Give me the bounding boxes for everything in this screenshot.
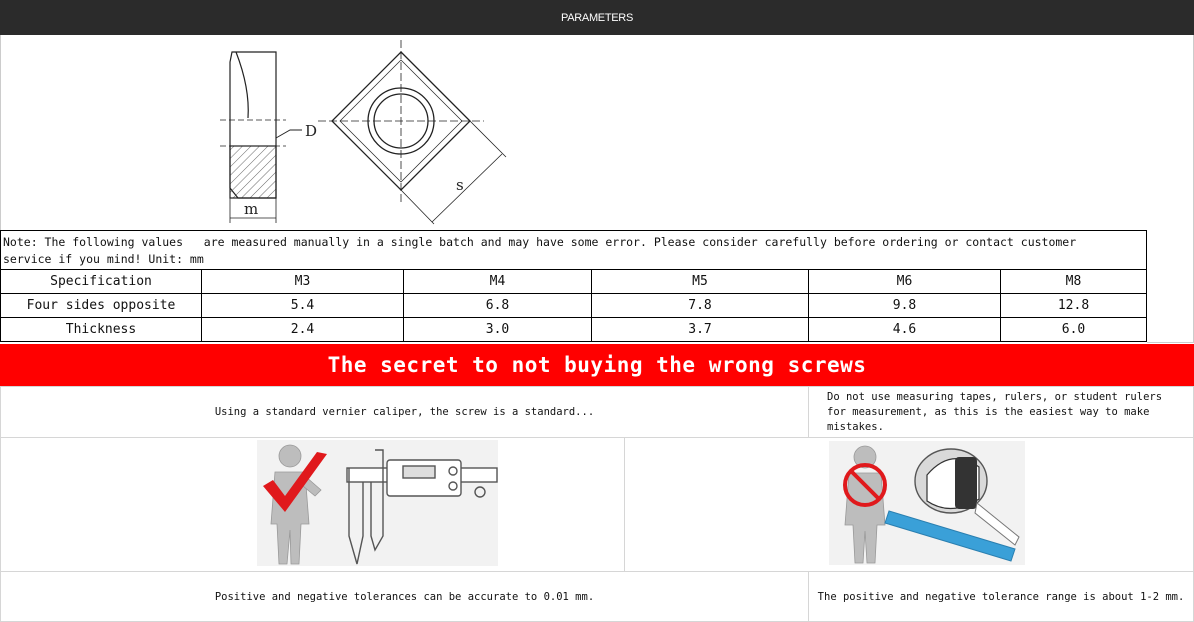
warning-banner (0, 344, 1194, 386)
top-view (318, 40, 506, 224)
row-label: Specification (1, 270, 202, 294)
label-s: s (456, 176, 464, 194)
table-row (1, 318, 1147, 342)
table-cell: 6.0 (1001, 318, 1147, 342)
table-cell: M4 (404, 270, 592, 294)
header-title: PARAMETERS (561, 11, 633, 24)
table-cell: 3.0 (404, 318, 592, 342)
table-spacer (1147, 269, 1194, 343)
right-top-cell (808, 386, 1194, 438)
table-cell: 4.6 (809, 318, 1001, 342)
table-cell: M6 (809, 270, 1001, 294)
table-cell: M8 (1001, 270, 1147, 294)
banner-text: The secret to not buying the wrong screws (327, 353, 867, 377)
label-d: D (305, 122, 318, 140)
table-cell: 9.8 (809, 294, 1001, 318)
table-cell: 2.4 (202, 318, 404, 342)
table-cell: 6.8 (404, 294, 592, 318)
nut-drawing (206, 38, 516, 230)
parameters-header (0, 0, 1194, 35)
side-view (220, 52, 302, 223)
table-cell: M5 (592, 270, 809, 294)
label-m: m (244, 200, 259, 218)
square-nut-diagram (0, 35, 1194, 230)
table-row (1, 294, 1147, 318)
table-cell: 3.7 (592, 318, 809, 342)
table-cell: M3 (202, 270, 404, 294)
caliper-tolerance: Positive and negative tolerances can be accurate to 0.01 mm. (214, 590, 595, 603)
note-spacer (1147, 230, 1194, 270)
caliper-image (257, 440, 498, 566)
left-bottom-cell (0, 571, 809, 622)
caliper-caption: Using a standard vernier caliper, the screw is a standard... (214, 406, 595, 418)
left-top-cell (0, 386, 809, 438)
row-label: Four sides opposite (1, 294, 202, 318)
spec-table (0, 269, 1147, 342)
table-cell: 7.8 (592, 294, 809, 318)
table-cell: 5.4 (202, 294, 404, 318)
row-label: Thickness (1, 318, 202, 342)
tape-measure-image (829, 441, 1025, 565)
right-bottom-cell (808, 571, 1194, 622)
tape-caption: Do not use measuring tapes, rulers, or student rulers for measurement, as this is the easiest way to make mistakes. (827, 390, 1163, 433)
table-cell: 12.8 (1001, 294, 1147, 318)
table-row (1, 270, 1147, 294)
tape-tolerance: The positive and negative tolerance range is about 1-2 mm. (817, 590, 1185, 603)
measurement-note: Note: The following values are measured manually in a single batch and may have some error. Please consider carefully before ordering or contact customer service if you mind! Unit: mm (0, 230, 1147, 270)
